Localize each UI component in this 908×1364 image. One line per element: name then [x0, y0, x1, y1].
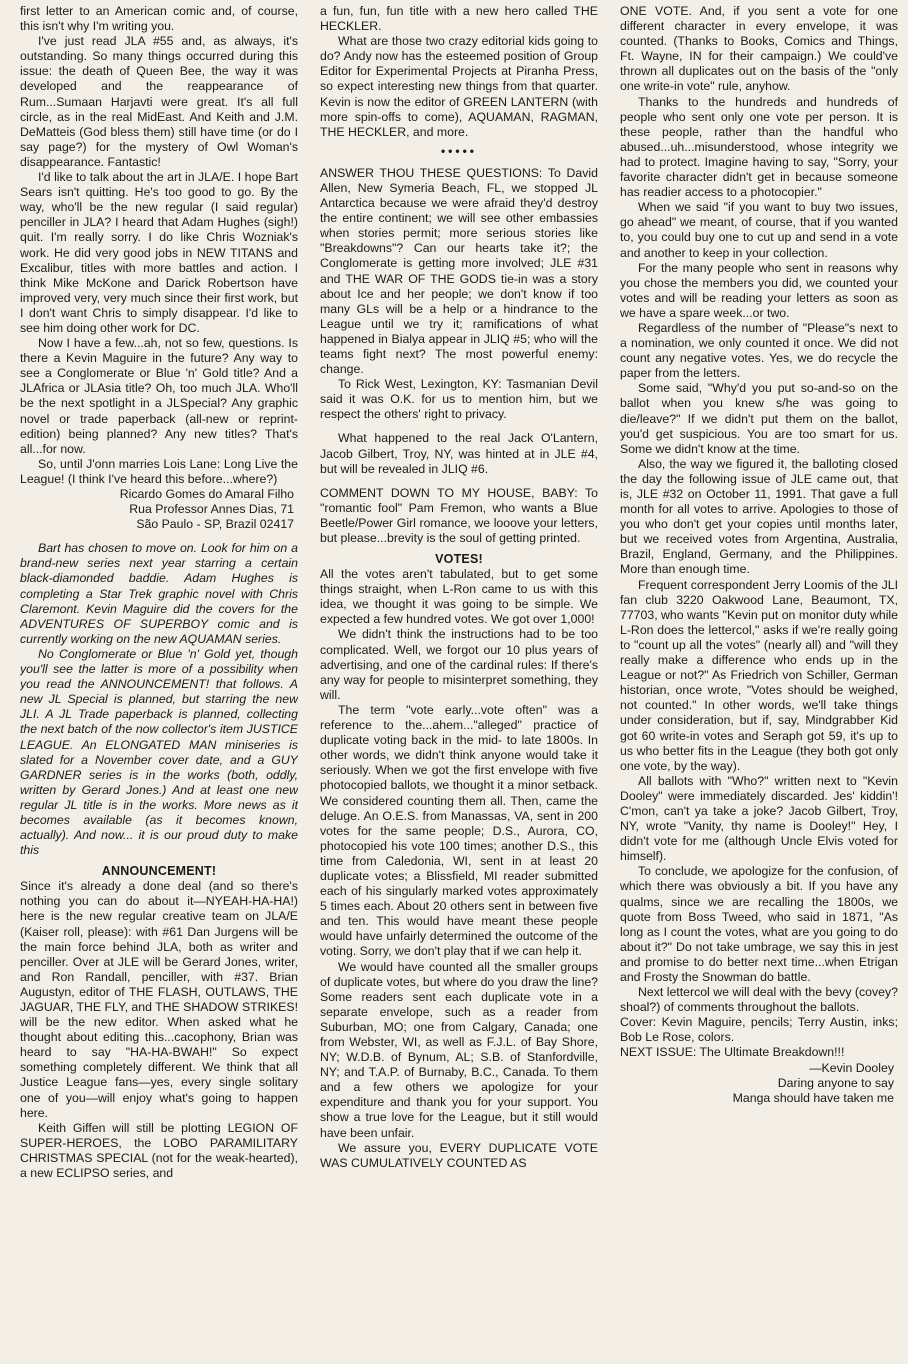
letter-signature-city: São Paulo - SP, Brazil 02417 — [136, 517, 294, 532]
votes-paragraph: Thanks to the hundreds and hundreds of people who sent only one vote per person. It is these people, rather than the handful who abused...uh...misunderstood, whose integrity we had to protect. Imagine having to say, "Sorry, your favorite character didn't get in because someone has readier access to a photocopier." — [620, 94, 898, 200]
votes-paragraph: To conclude, we apologize for the confusion, of which there was obviously a bit. If you have any qualms, since we are recalling the 1800s, we quote from Boss Tweed, who said in 1871, "As long as I count the votes, what are you going to do about it?" Do not take umbrage, we say this in jest and promise to do better next time...when Etrigan and Frosty the Snowman do battle. — [620, 864, 898, 984]
announcement-paragraph: What are those two crazy editorial kids going to do? Andy now has the esteemed position of Group Editor for Experimental Projects at Piranha Press, so expect interesting new things from that quarter. Kevin is now the editor of GREEN LANTERN (with more spin-offs to come), AQUAMAN, RAGMAN, THE HECKLER, and more. — [320, 34, 598, 139]
votes-paragraph: Frequent correspondent Jerry Loomis of the JLI fan club 3220 Oakwood Lane, Beaumont, TX, 77703, who wants "Kevin put on monitor duty while L-Ron does the lettercol," asks if we're really going to "count up all the votes" (nearly all) and "will they really make a difference who ends up in the League or not?" As Friedrich von Schiller, German historian, once wrote, "Votes should be weighed, not counted." In other words, we'll take things under consideration, but if, say, Mindgrabber Kid got 60 write-in votes and Seraph got 59, it's up to us who better fits in the League (they both got only one vote, by the way). — [620, 577, 898, 773]
votes-paragraph: All the votes aren't tabulated, but to get some things straight, when L-Ron came to us with this idea, we thought it was going to be simple. We expected a few hundred votes. We got over 1,000! — [320, 567, 598, 627]
next-issue: NEXT ISSUE: The Ultimate Breakdown!!! — [620, 1045, 845, 1060]
closing-line: Daring anyone to say — [777, 1075, 894, 1090]
letter-paragraph: Now I have a few...ah, not so few, questions. Is there a Kevin Maguire in the future? Any way to see a Conglomerate or Blue 'n' Gold title? And a JLAfrica or JLAsia title? Oh, too much JLA. Who'll be the next spotlight in a JLSpecial? Any graphic novel or trade paperback (all-new or reprint-edition) being planned? Any new titles? That's all...for now. — [20, 336, 298, 456]
column-2 — [320, 4, 598, 1364]
answers-paragraph: ANSWER THOU THESE QUESTIONS: To David Allen, New Symeria Beach, FL, we stopped JL Antarctica because we were afraid they'd destroy the entire continent; we will see other embassies when stories permit; more serious stories like "Breakdowns"? Can our hearts take it?; the Conglomerate is getting more involved; JLE #31 and THE WAR OF THE GODS tie-in was a story about Ice and her people; we don't know if too many GLs will be a help or a hindrance to the League until we try it; ramifications of what happened in Bialya appear in JLIQ #5; who will the teams fight next? The most powerful enemy: change. — [320, 165, 598, 377]
announcement-paragraph: Since it's already a done deal (and so there's nothing you can do about it—NYEAH-HA-HA!) here is the new regular creative team on JLA/E (Kaiser roll, please): with #61 Dan Jurgens will be the main force behind JLA, both as writer and penciller. Over at JLE will be Gerard Jones, writer, and Ron Randall, penciller, with #37. Brian Augustyn, editor of THE FLASH, OUTLAWS, THE JAGUAR, THE FLY, and THE SHADOW STRIKES! will be the new editor. When asked what he thought about editing this...cacophony, Brian was heard to say "HA-HA-BWAH!" So expect something completely different. We think that all Justice League fans—yes, every single solitary one of you—will enjoy what's going to happen here. — [20, 879, 298, 1120]
editor-reply: Bart has chosen to move on. Look for him on a brand-new series next year starring a certain black-diamonded baddie. Adam Hughes is completing a Star Trek graphic novel with Chris Claremont. Kevin Maguire did the covers for the ADVENTURES OF SUPERBOY comic and is currently working on the new AQUAMAN series. — [20, 541, 298, 646]
cover-credits: Cover: Kevin Maguire, pencils; Terry Austin, inks; Bob Le Rose, colors. — [620, 1015, 898, 1045]
votes-paragraph: For the many people who sent in reasons why you chose the members you did, we counted your votes and will be reading your letters as soon as we have a spare week...or two. — [620, 260, 898, 320]
announcement-paragraph: a fun, fun, fun title with a new hero called THE HECKLER. — [320, 4, 598, 34]
editor-signature: —Kevin Dooley — [809, 1060, 894, 1075]
votes-paragraph: Regardless of the number of "Please"s next to a nomination, we only counted it once. We did not count any negative votes. Yes, we do recycle the paper from the letters. — [620, 320, 898, 381]
letter-paragraph: I've just read JLA #55 and, as always, it's outstanding. So many things occurred during this issue: the death of Queen Bee, the way it was developed and the reappearance of Rum...Sumaan Harjavti were great. It's all full circle, as in the real MidEast. And Keith and J.M. DeMatteis (God bless them) still have time (or do I say page?) for the mystery of Owl Woman's disappearance. Fantastic! — [20, 34, 298, 169]
announcement-heading: ANNOUNCEMENT! — [101, 864, 217, 879]
editor-reply: No Conglomerate or Blue 'n' Gold yet, though you'll see the latter is more of a possibility when you read the ANNOUNCEMENT! that follows. A new JL Special is planned, but starring the new JLI. A JL Trade paperback is planned, collecting the next batch of the now collector's item JUSTICE LEAGUE. An ELONGATED MAN miniseries is slated for a November cover date, and a GUY GARDNER series is in the works (both, oddly, written by Gerard Jones.) And at least one new regular JL title is in the works. More news as it becomes available (as it becomes known, actually). And now... it is our proud duty to make this — [20, 646, 298, 858]
column-3 — [620, 4, 898, 1364]
votes-paragraph: All ballots with "Who?" written next to "Kevin Dooley" were immediately discarded. Jes' kiddin'! C'mon, can't ya take a joke? Jacob Gilbert, Troy, NY, wrote "Vanity, thy name is Dooley!" Hey, I didn't vote for me (although Uncle Elvis voted for himself). — [620, 773, 898, 864]
votes-paragraph: When we said "if you want to buy two issues, go ahead" we meant, of course, that if you wanted to, you could buy one to cut up and send in a vote and another to keep in your collection. — [620, 200, 898, 260]
letter-signature-address: Rua Professor Annes Dias, 71 — [129, 502, 294, 517]
votes-paragraph: Also, the way we figured it, the balloting closed the day the following issue of JLE came out, that is, JLE #32 on October 11, 1991. That gave a full month for all votes to arrive. Apologies to those of you who don't get your copies until months later, but we received votes from Argentina, Australia, Brazil, England, Germany, and the Philippines. More than enough time. — [620, 456, 898, 577]
votes-paragraph: We didn't think the instructions had to be too complicated. Well, we forgot our 10 plus years of advertising, and one of the cardinal rules: If there's any way for people to misinterpret something, they will. — [320, 627, 598, 702]
votes-heading: VOTES! — [435, 552, 483, 567]
answers-paragraph: What happened to the real Jack O'Lantern, Jacob Gilbert, Troy, NY, was hinted at in JLE #4, but will be revealed in JLIQ #6. — [320, 431, 598, 476]
votes-paragraph: The term "vote early...vote often" was a reference to the...ahem..."alleged" practice of duplicate voting back in the mid- to late 1800s. In other words, we didn't think anyone would take it seriously. When we got the first envelope with five photocopied ballots, we thought it a minor setback. We considered counting them all. Then, came the deluge. An O.E.S. from Manassas, VA, sent in 200 votes for the same people; D.S., Aurora, CO, photocopied his vote 100 times; another D.S., this time from Caledonia, WI, sent in at least 20 duplicate votes; a Blissfield, MI reader submitted each of his singularly marked votes approximately 5 times each. About 20 others sent in between five and ten. This would have meant these people would have unfairly determined the outcome of the voting. Sorry, we don't play that if we can help it. — [320, 702, 598, 959]
votes-paragraph: We assure you, EVERY DUPLICATE VOTE WAS CUMULATIVELY COUNTED AS — [320, 1140, 598, 1170]
column-1 — [20, 4, 298, 1364]
closing-line: Manga should have taken me — [732, 1090, 894, 1105]
comment-paragraph: COMMENT DOWN TO MY HOUSE, BABY: To "romantic fool" Pam Fremon, who wants a Blue Beetle/Power Girl romance, we looove your letters, but please...brevity is the soul of getting printed. — [320, 485, 598, 545]
votes-paragraph: Some said, "Why'd you put so-and-so on the ballot when you knew s/he was going to die/leave?" If we didn't put them on the ballot, you'd get suspicious. You are too smart for us. Some we didn't know at the time. — [620, 381, 898, 456]
announcement-paragraph: Keith Giffen will still be plotting LEGION OF SUPER-HEROES, the LOBO PARAMILITARY CHRISTMAS SPECIAL (not for the weak-hearted), a new ECLIPSO series, and — [20, 1120, 298, 1181]
letter-signature-name: Ricardo Gomes do Amaral Filho — [119, 487, 294, 501]
answers-paragraph: To Rick West, Lexington, KY: Tasmanian Devil said it was O.K. for us to mention him, but we respect the others' right to privacy. — [320, 377, 598, 422]
letter-paragraph: I'd like to talk about the art in JLA/E. I hope Bart Sears isn't quitting. He's too good to go. By the way, who'll be the new regular (I said regular) penciller in JLA? I heard that Adam Hughes (sigh!) quit. I'm really sorry. I do like Chris Wozniak's work. He did very good jobs in NEW TITANS and Excalibur, titles with more battles and action. I think Mike McKone and Darick Robertson have improved very, very much since their first work, but I don't want Chris to simply disappear. I'd like to see him doing other work for DC. — [20, 170, 298, 335]
votes-paragraph: ONE VOTE. And, if you sent a vote for one different character in every envelope, it was counted. (Thanks to Books, Comics and Things, Ft. Wayne, IN for their campaign.) We could've thrown all duplicates out on the basis of the "only one write-in vote" rule, anyhow. — [620, 4, 898, 94]
letter-paragraph: So, until J'onn marries Lois Lane: Long Live the League! (I think I've heard this before...where?) — [20, 456, 298, 486]
votes-paragraph: Next lettercol we will deal with the bevy (covey? shoal?) of comments throughout the ballots. — [620, 985, 898, 1015]
votes-paragraph: We would have counted all the smaller groups of duplicate votes, but where do you draw the line? Some readers sent each duplicate vote in a separate envelope, such as a reader from Suburban, MO; one from Calgary, Canada; one from Webster, WI, as well as F.J.L. of Bay Shore, NY; W.D.B. of Bynum, AL; S.B. of Stanfordville, NY; and T.A.P. of Burnaby, B.C., Canada. To them and a few others we apologize for your expenditure and thank you for your support. You show a true love for the League, but it still would have been unfair. — [320, 959, 598, 1140]
section-divider: ••••• — [440, 143, 477, 158]
letter-paragraph: first letter to an American comic and, of course, this isn't why I'm writing you. — [20, 4, 298, 34]
